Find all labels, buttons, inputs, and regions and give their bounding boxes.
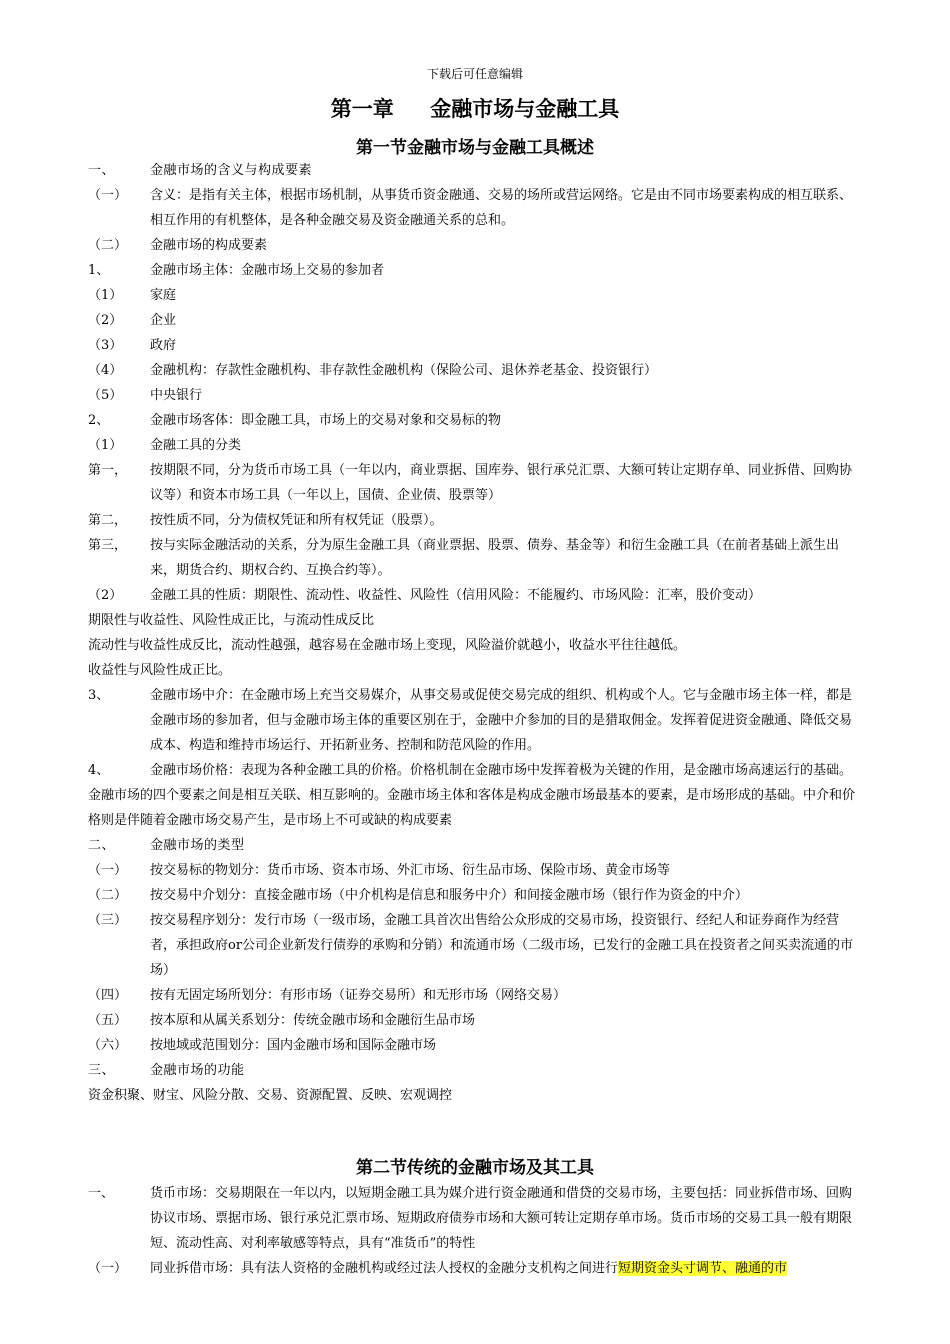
- outline-item: （六） 按地域或范围划分：国内金融市场和国际金融市场: [88, 1038, 437, 1053]
- outline-item: （一） 按交易标的物划分：货币市场、资本市场、外汇市场、衍生品市场、保险市场、黄金市场等: [88, 863, 671, 878]
- outline-item: （二） 金融市场的构成要素: [88, 238, 268, 253]
- outline-item: （3） 政府: [88, 338, 177, 353]
- outline-item: 3、 金融市场中介：在金融市场上充当交易媒介，从事交易或促使交易完成的组织、机构或个人。它与金融市场主体一样，都是金融市场的参加者，但与金融市场主体的重要区别在于，金融中介参加的目的是猎取佣金。发挥着促进资金融通、降低交易成本、构造和维持市场运行、开拓新业务、控制和防范风险的作用。: [88, 688, 853, 753]
- outline-item: 2、 金融市场客体：即金融工具，市场上的交易对象和交易标的物: [88, 413, 502, 428]
- outline-item: （四） 按有无固定场所划分：有形市场（证券交易所）和无形市场（网络交易）: [88, 988, 567, 1003]
- outline-item: 第二， 按性质不同，分为债权凭证和所有权凭证（股票）。: [88, 513, 443, 528]
- outline-item: （三） 按交易程序划分：发行市场（一级市场，金融工具首次出售给公众形成的交易市场，投资银行、经纪人和证券商作为经营者，承担政府or公司企业新发行债券的承购和分销）和流通市场（二级市场，已发行的金融工具在投资者之间买卖流通的市场）: [88, 913, 854, 978]
- outline-item: （4） 金融机构：存款性金融机构、非存款性金融机构（保险公司、退休养老基金、投资银行）: [88, 363, 658, 378]
- chapter-title: 第一章 金融市场与金融工具: [330, 96, 620, 121]
- watermark-text: 下载后可任意编辑: [426, 67, 523, 81]
- paragraph: 收益性与风险性成正比。: [88, 663, 232, 678]
- outline-item: （五） 按本原和从属关系划分：传统金融市场和金融衍生品市场: [88, 1013, 476, 1028]
- outline-item: （5） 中央银行: [88, 388, 203, 403]
- outline-item: 第一， 按期限不同，分为货币市场工具（一年以内，商业票据、国库券、银行承兑汇票、大额可转让定期存单、同业拆借、回购协议等）和资本市场工具（一年以上，国债、企业债、股票等）: [88, 463, 853, 503]
- highlighted-text: 短期资金头寸调节、融通的市: [618, 1261, 788, 1276]
- outline-item: （1） 家庭: [88, 288, 177, 303]
- paragraph: 期限性与收益性、风险性成正比，与流动性成反比: [88, 613, 375, 628]
- paragraph: 金融市场的四个要素之间是相互关联、相互影响的。金融市场主体和客体是构成金融市场最基本的要素，是市场形成的基础。中介和价格则是伴随着金融市场交易产生，是市场上不可或缺的构成要素: [88, 788, 856, 828]
- outline-item: 1、 金融市场主体：金融市场上交易的参加者: [88, 263, 385, 278]
- section-1-title: 第一节金融市场与金融工具概述: [356, 138, 594, 158]
- outline-item: （一） 同业拆借市场：具有法人资格的金融机构或经过法人授权的金融分支机构之间进行短期资金头寸调节、融通的市: [88, 1261, 788, 1276]
- section-1-content: [88, 158, 863, 1108]
- outline-item: （2） 企业: [88, 313, 177, 328]
- section-2-title: 第二节传统的金融市场及其工具: [356, 1158, 594, 1178]
- outline-item: 三、 金融市场的功能: [88, 1063, 245, 1078]
- outline-item: 一、 货币市场：交易期限在一年以内，以短期金融工具为媒介进行资金融通和借贷的交易市场，主要包括：同业拆借市场、回购协议市场、票据市场、银行承兑汇票市场、短期政府债券市场和大额可转让定期存单市场。货币市场的交易工具一般有期限短、流动性高、对利率敏感等特点，具有“准货币”的特性: [88, 1186, 853, 1251]
- outline-item: 二、 金融市场的类型: [88, 838, 245, 853]
- outline-item: （1） 金融工具的分类: [88, 438, 242, 453]
- outline-item: （二） 按交易中介划分：直接金融市场（中介机构是信息和服务中介）和间接金融市场（银行作为资金的中介）: [88, 888, 749, 903]
- outline-item: （一） 含义：是指有关主体，根据市场机制，从事货币资金融通、交易的场所或营运网络。它是由不同市场要素构成的相互联系、相互作用的有机整体，是各种金融交易及资金融通关系的总和。: [88, 188, 853, 228]
- outline-item: 第三， 按与实际金融活动的关系，分为原生金融工具（商业票据、股票、债券、基金等）和衍生金融工具（在前者基础上派生出来，期货合约、期权合约、互换合约等）。: [88, 538, 840, 578]
- paragraph: 流动性与收益性成反比，流动性越强，越容易在金融市场上变现，风险溢价就越小，收益水平往往越低。: [88, 638, 687, 653]
- section-2-content: [88, 1181, 863, 1281]
- outline-item: 一、 金融市场的含义与构成要素: [88, 163, 313, 178]
- paragraph: 资金积聚、财宝、风险分散、交易、资源配置、反映、宏观调控: [88, 1088, 453, 1103]
- outline-item: 4、 金融市场价格：表现为各种金融工具的价格。价格机制在金融市场中发挥着极为关键的作用，是金融市场高速运行的基础。: [88, 763, 853, 778]
- outline-item: （2） 金融工具的性质：期限性、流动性、收益性、风险性（信用风险：不能履约、市场风险：汇率，股价变动）: [88, 588, 762, 603]
